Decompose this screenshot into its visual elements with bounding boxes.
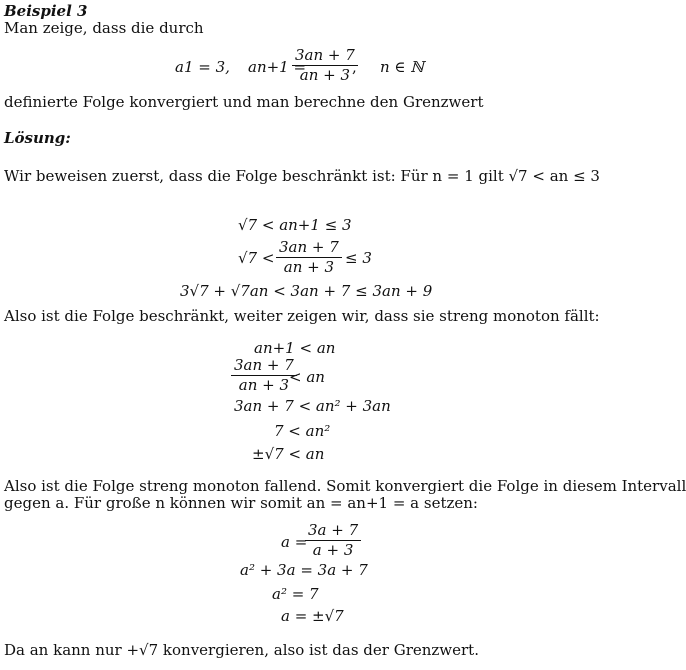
limit-line-1-fraction [305, 523, 361, 558]
limit-line-3: a² = 7 [272, 585, 319, 603]
definition-recursion-lhs: an+1 = [248, 58, 307, 76]
paragraph-bounded: Wir beweisen zuerst, dass die Folge beschränkt ist: Für n = 1 gilt √7 < an ≤ 3 [4, 167, 600, 185]
limit-line-2: a² + 3a = 3a + 7 [240, 561, 368, 579]
limit-fraction-numerator: 3a + 7 [308, 521, 359, 539]
after-definition-text: definierte Folge konvergiert und man berechne den Grenzwert [4, 93, 484, 111]
definition-domain: n ∈ ℕ [380, 58, 425, 76]
bound-line-3: 3√7 + √7an < 3an + 7 ≤ 3an + 9 [180, 282, 433, 300]
solution-label: Lösung: [4, 129, 71, 147]
definition-comma: , [352, 58, 357, 76]
limit-fraction-denominator: a + 3 [312, 541, 354, 559]
mono-fraction-numerator: 3an + 7 [234, 356, 294, 374]
mono-line-4: 7 < an² [274, 422, 331, 440]
paragraph-monotone: Also ist die Folge beschränkt, weiter zeigen wir, dass sie streng monoton fällt: [4, 307, 600, 325]
mono-line-5: ±√7 < an [252, 445, 325, 463]
mono-line-1: an+1 < an [254, 339, 336, 357]
bound-line-1: √7 < an+1 ≤ 3 [238, 216, 352, 234]
definition-denominator: an + 3 [299, 66, 351, 84]
mono-line-3: 3an + 7 < an² + 3an [234, 397, 391, 415]
mono-fraction-denominator: an + 3 [238, 376, 290, 394]
mono-line-2-fraction [231, 358, 297, 393]
mono-line-2-rhs: < an [289, 368, 325, 386]
definition-fraction [292, 48, 358, 83]
definition-a1: a1 = 3, [175, 58, 230, 76]
limit-line-1-lhs: a = [281, 533, 308, 551]
limit-line-4: a = ±√7 [281, 607, 344, 625]
bound-fraction-denominator: an + 3 [283, 258, 335, 276]
paragraph-convergence-1: Also ist die Folge streng monoton fallend. Somit konvergiert die Folge in diesem Intervall [4, 477, 686, 495]
intro-text: Man zeige, dass die durch [4, 19, 204, 37]
definition-numerator: 3an + 7 [295, 46, 355, 64]
bound-line-2-lhs: √7 < [238, 249, 275, 267]
bound-line-2-rhs: ≤ 3 [345, 249, 372, 267]
paragraph-convergence-2: gegen a. Für große n können wir somit an = an+1 = a setzen: [4, 494, 478, 512]
example-heading: Beispiel 3 [4, 2, 88, 20]
bound-fraction-numerator: 3an + 7 [279, 238, 339, 256]
bound-line-2-fraction [276, 240, 342, 275]
conclusion-text: Da an kann nur +√7 konvergieren, also ist das der Grenzwert. [4, 641, 479, 659]
